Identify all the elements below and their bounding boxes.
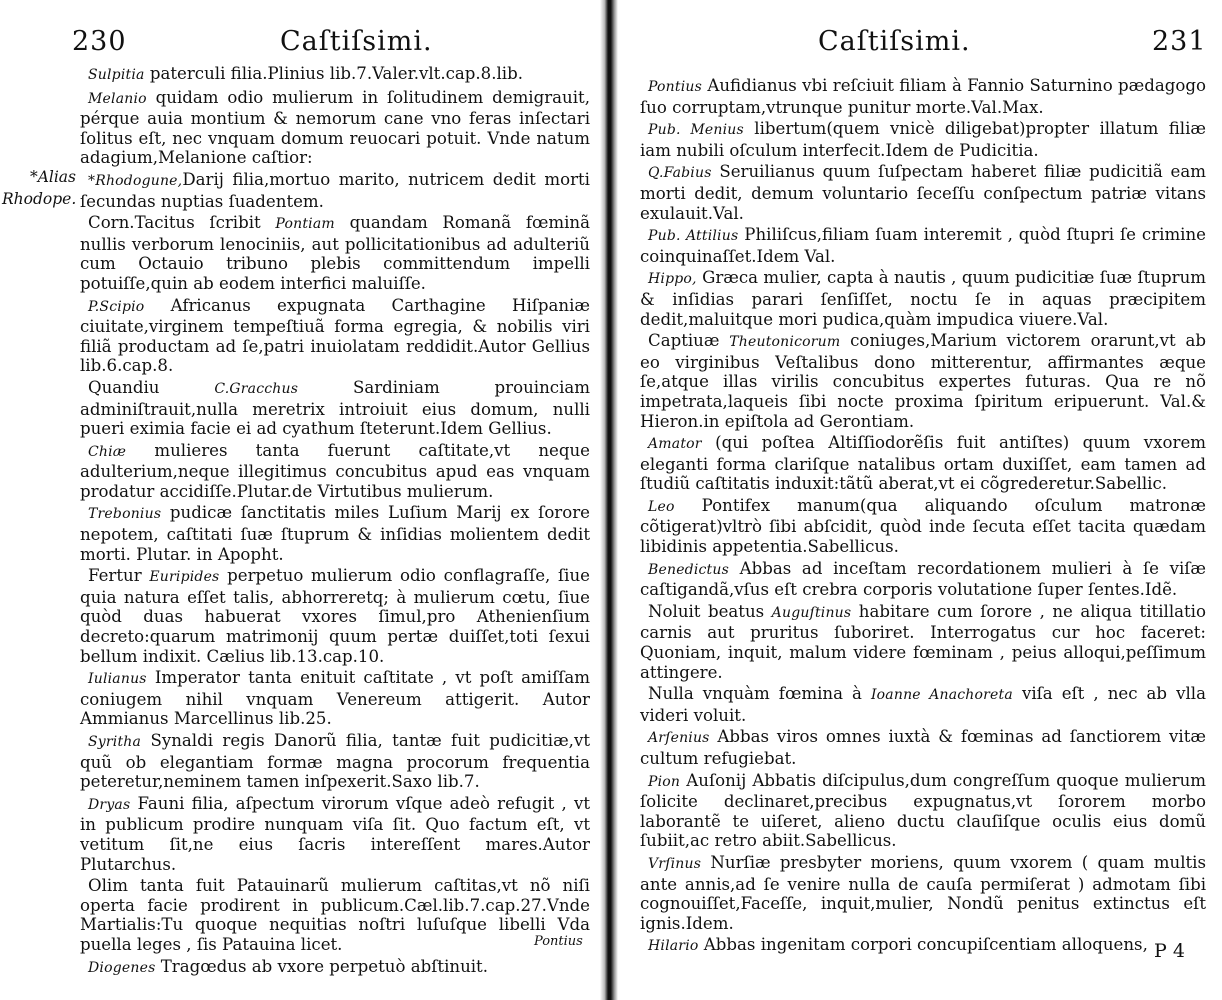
proper-name: Pontiam <box>275 216 335 233</box>
paragraph-text: Aufidianus vbi reſciuit filiam à Fannio Saturnino pædagogo ſuo corruptam,vtrunque punitur morte.Val.Max. <box>640 76 1206 117</box>
proper-name: C.Gracchus <box>214 380 299 397</box>
paragraph-text: paterculi filia.Plinius lib.7.Valer.vlt.cap.8.lib. <box>144 64 524 83</box>
paragraph <box>640 684 1206 725</box>
proper-name: *Rhodogune, <box>88 172 183 189</box>
proper-name: Syritha <box>88 734 142 750</box>
paragraph-text: Abbas viros omnes iuxtà & fœminas ad ſanctiorem vitæ cultum refugiebat. <box>640 727 1206 768</box>
proper-name: Diogenes <box>88 959 156 976</box>
proper-name: Iulianus <box>88 671 147 688</box>
paragraph-text: Philiſcus,filiam ſuam interemit , quòd ſtupri ſe crimine coinquinaſſet.Idem Val. <box>640 225 1206 266</box>
proper-name: Pion <box>648 773 681 790</box>
paragraph-text: habitare cum ſorore , ne aliqua titillatio carnis aut pruritus ſuboriret. Interrogatus cur hoc faceret: Quoniam, inquit, malum videre fœminam , peius alloqui,peſſimum attingere. <box>640 601 1206 682</box>
paragraph-text: mulieres tanta fuerunt caſtitate,vt neque adulterium,neque illegitimus concubitus apud eas vnquam prodatur accidiſſe.Plutar.de Virtutibus mulierum. <box>80 440 590 501</box>
running-head: Caſtiſsimi. <box>818 26 971 57</box>
paragraph <box>640 602 1206 682</box>
running-head: Caſtiſsimi. <box>280 26 433 57</box>
paragraph-text: Darij filia,mortuo marito, nutricem dedit morti ſecundas nuptias ſuadentem. <box>80 169 590 211</box>
paragraph <box>80 876 590 954</box>
text-block <box>640 76 1206 959</box>
paragraph <box>640 268 1206 329</box>
paragraph <box>640 76 1206 117</box>
paragraph-text: Synaldi regis Danorũ filia, tantæ fuit pudicitiæ,vt quũ ob elegantiam formæ magna procorum frequentia peteretur,neminem tamen inſpexerit.Saxo lib.7. <box>80 731 590 792</box>
paragraph <box>640 771 1206 851</box>
proper-name: Q.Fabius <box>648 165 712 182</box>
proper-name: Ioanne Anachoreta <box>870 687 1013 704</box>
paragraph-text: Seruilianus quum ſuſpectam haberet filiæ pudicitiã eam morti dedit, demum voluntario ſeceſſu conſpectum patriæ vitans exulauit.Val. <box>640 162 1206 223</box>
paragraph <box>640 433 1206 494</box>
paragraph-text: Pontifex manum(qua aliquando oſculum matronæ cõtigerat)vltrò ſibi abſcidit, quòd inde ſecuta eſſet tacita quædam libidinis appetentia.Sabellicus. <box>640 495 1206 557</box>
paragraph-text: libertum(quem vnicè diligebat)propter illatum filiæ iam nubili oſculum interfecit.Idem de Pudicitia. <box>640 119 1206 160</box>
paragraph-prefix: Corn.Tacitus ſcribit <box>88 213 276 233</box>
paragraph-text: Abbas ingenitam corpori concupiſcentiam alloquens, <box>698 935 1148 955</box>
paragraph-text: Imperator tanta enituit caſtitate , vt poſt amiſſam coniugem nihil vnquam Venereum attigerit. Autor Ammianus Marcellinus lib.25. <box>80 668 590 729</box>
paragraph-text: pudicæ ſanctitatis miles Luſium Marij ex ſorore nepotem, caſtitati ſuæ ſtuprum & inſidias molientem dedit morti. Plutar. in Apopht. <box>80 503 590 564</box>
book-gutter <box>600 0 618 1000</box>
paragraph <box>80 566 590 666</box>
paragraph-text: (qui poſtea Altiſſiodorẽſis fuit antiſtes) quum vxorem eleganti forma clariſque natalibus ortam duxiſſet, eam tamen ad ſtudiũ caſtitatis induxit:tãtũ aberat,vt ei cõgrederetur.Sabellic. <box>640 433 1206 494</box>
paragraph <box>640 853 1206 933</box>
paragraph-text: quidam odio mulierum in ſolitudinem demigrauit, pérque auia montium & nemorum cane vno feras inſectari ſolitus eſt, nec vnquam domum reuocari potuit. Vnde natum adagium,Melanione caſtior: <box>80 87 590 168</box>
paragraph-text: Nurſiæ presbyter moriens, quum vxorem ( quam multis ante annis,ad ſe venire nulla de cauſa permiſerat ) admotam ſibi cognouiſſet,Faceſſe, inquit,mulier, Nondũ penitus extinctus eſt ignis.Idem. <box>640 852 1206 933</box>
proper-name: Pub. Menius <box>648 122 744 139</box>
paragraph <box>80 503 590 564</box>
proper-name: Euripides <box>149 569 220 586</box>
paragraph-text: Fauni filia, aſpectum virorum vſque adeò refugit , vt in publicum prodire nunquam viſa ſit. Quo factum eſt, vt vetitum ſit,ne eius ſacris intereſſent mares.Autor Plutarchus. <box>80 793 590 874</box>
paragraph <box>640 935 1206 957</box>
paragraph-text: Olim tanta fuit Patauinarũ mulierum caſtitas,vt nõ niſi operta facie prodirent in publicum.Cæl.lib.7.cap.27.Vnde Martialis:Tu quoque nequitias noſtri luſuſque libelli Vda puella leges , ſis Patauina licet. <box>80 876 590 954</box>
right-page <box>618 0 1222 1000</box>
proper-name: Benedictus <box>648 561 729 578</box>
paragraph-text: perpetuo mulierum odio conflagraſſe, ſiue quia natura eſſet talis, abhorreretq; à mulierum cœtu, ſiue quòd duas habuerat vxores ſimul,pro Athenienſium decreto:quarum matrimonij quum pertæ duiſſet,toti ſexui bellum indixit. Cælius lib.13.cap.10. <box>80 566 590 666</box>
proper-name: P.Scipio <box>88 298 145 315</box>
proper-name: Sulpitia <box>88 67 145 83</box>
proper-name: Arſenius <box>648 730 710 747</box>
proper-name: Auguſtinus <box>771 604 852 621</box>
paragraph <box>640 119 1206 160</box>
proper-name: Hilario <box>648 938 699 955</box>
proper-name: Pub. Attilius <box>648 228 739 245</box>
proper-name: Chiæ <box>88 443 127 460</box>
paragraph <box>640 559 1206 600</box>
proper-name: Trebonius <box>88 506 162 523</box>
proper-name: Vrſinus <box>648 855 702 872</box>
paragraph-text: Africanus expugnata Carthagine Hiſpaniæ ciuitate,virginem tempeſtiuã forma egregia, & nobilis viri filiã productam ad ſe,patri inuiolatam reddidit.Autor Gellius lib.6.cap.8. <box>80 295 590 376</box>
paragraph <box>80 668 590 729</box>
paragraph <box>80 296 590 376</box>
proper-name: Melanio <box>88 90 147 107</box>
signature-mark: P 4 <box>1154 940 1185 962</box>
paragraph-text: viſa eſt , nec ab vlla videri voluit. <box>640 684 1206 725</box>
paragraph-text: Tragœdus ab vxore perpetuò abſtinuit. <box>155 956 489 976</box>
paragraph <box>640 331 1206 431</box>
proper-name: Hippo, <box>648 271 697 288</box>
paragraph <box>640 225 1206 266</box>
paragraph-prefix: Quandiu <box>88 377 215 397</box>
paragraph <box>80 957 590 979</box>
paragraph-text: Abbas ad inceſtam recordationem mulieri à ſe viſæ caſtigandã,vſus eſt crebra corporis volutatione ſuper ſentes.Idẽ. <box>640 558 1206 600</box>
paragraph <box>640 162 1206 223</box>
paragraph <box>80 794 590 874</box>
proper-name: Pontius <box>648 79 703 95</box>
page-number: 231 <box>1152 26 1207 57</box>
paragraph-text: coniuges,Marium victorem orarunt,vt ab eo virginibus Veſtalibus dono mitterentur, affirmantes æque ſe,atque illas virilis concubitus expertes futuras. Qua re nõ impetrata,laqueis ſibi nocte proxima ſpiritum eripuerunt. Val.& Hieron.in epiſtola ad Gerontiam. <box>640 331 1206 431</box>
paragraph-text: quandam Romanã fœminã nullis verborum lenociniis, aut pollicitationibus ad adulteriũ cum Octauio tribuno plebis committendum impelli potuiſſe,quin ab eodem interfici maluiſſe. <box>80 213 590 293</box>
paragraph-text: Græca mulier, capta à nautis , quum pudicitiæ ſuæ ſtuprum & inſidias parari ſenſiſſet, noctu ſe in aquas præcipitem dedit,maluitque mori pudica,quàm impudica viuere.Val. <box>640 268 1206 329</box>
paragraph-prefix: Nulla vnquàm fœmina à <box>648 684 871 704</box>
text-block <box>80 64 590 980</box>
paragraph-text: Sardiniam prouinciam adminiſtrauit,nulla meretrix introiuit eius domum, nulli pueri eximia facie ei ad cyathum ſteterunt.Idem Gellius. <box>80 377 590 439</box>
paragraph-prefix: Noluit beatus <box>648 601 772 621</box>
paragraph <box>640 727 1206 768</box>
proper-name: Leo <box>648 498 675 515</box>
paragraph <box>80 731 590 792</box>
paragraph <box>80 378 590 439</box>
left-page <box>0 0 600 1000</box>
proper-name: Amator <box>648 436 702 453</box>
proper-name: Dryas <box>88 796 131 813</box>
paragraph <box>80 170 590 211</box>
paragraph <box>80 441 590 502</box>
paragraph-prefix: Fertur <box>88 566 150 586</box>
paragraph <box>80 64 590 86</box>
paragraph <box>80 213 590 293</box>
margin-note: *Alias Rhodope. <box>2 168 77 208</box>
catchword: Pontius <box>534 934 583 949</box>
proper-name: Theutonicorum <box>729 334 841 351</box>
paragraph <box>640 496 1206 557</box>
paragraph <box>80 88 590 168</box>
paragraph-prefix: Captiuæ <box>648 331 730 351</box>
paragraph-text: Auſonij Abbatis diſcipulus,dum congreſſum quoque mulierum ſolicite declinaret,precibus expugnatus,vt ſororem morbo laborantẽ te uiſeret, alieno ductu clauſiſque oculis eius domũ ſubiit,ac retro abiit.Sabellicus. <box>640 770 1206 851</box>
page-number: 230 <box>72 26 127 57</box>
